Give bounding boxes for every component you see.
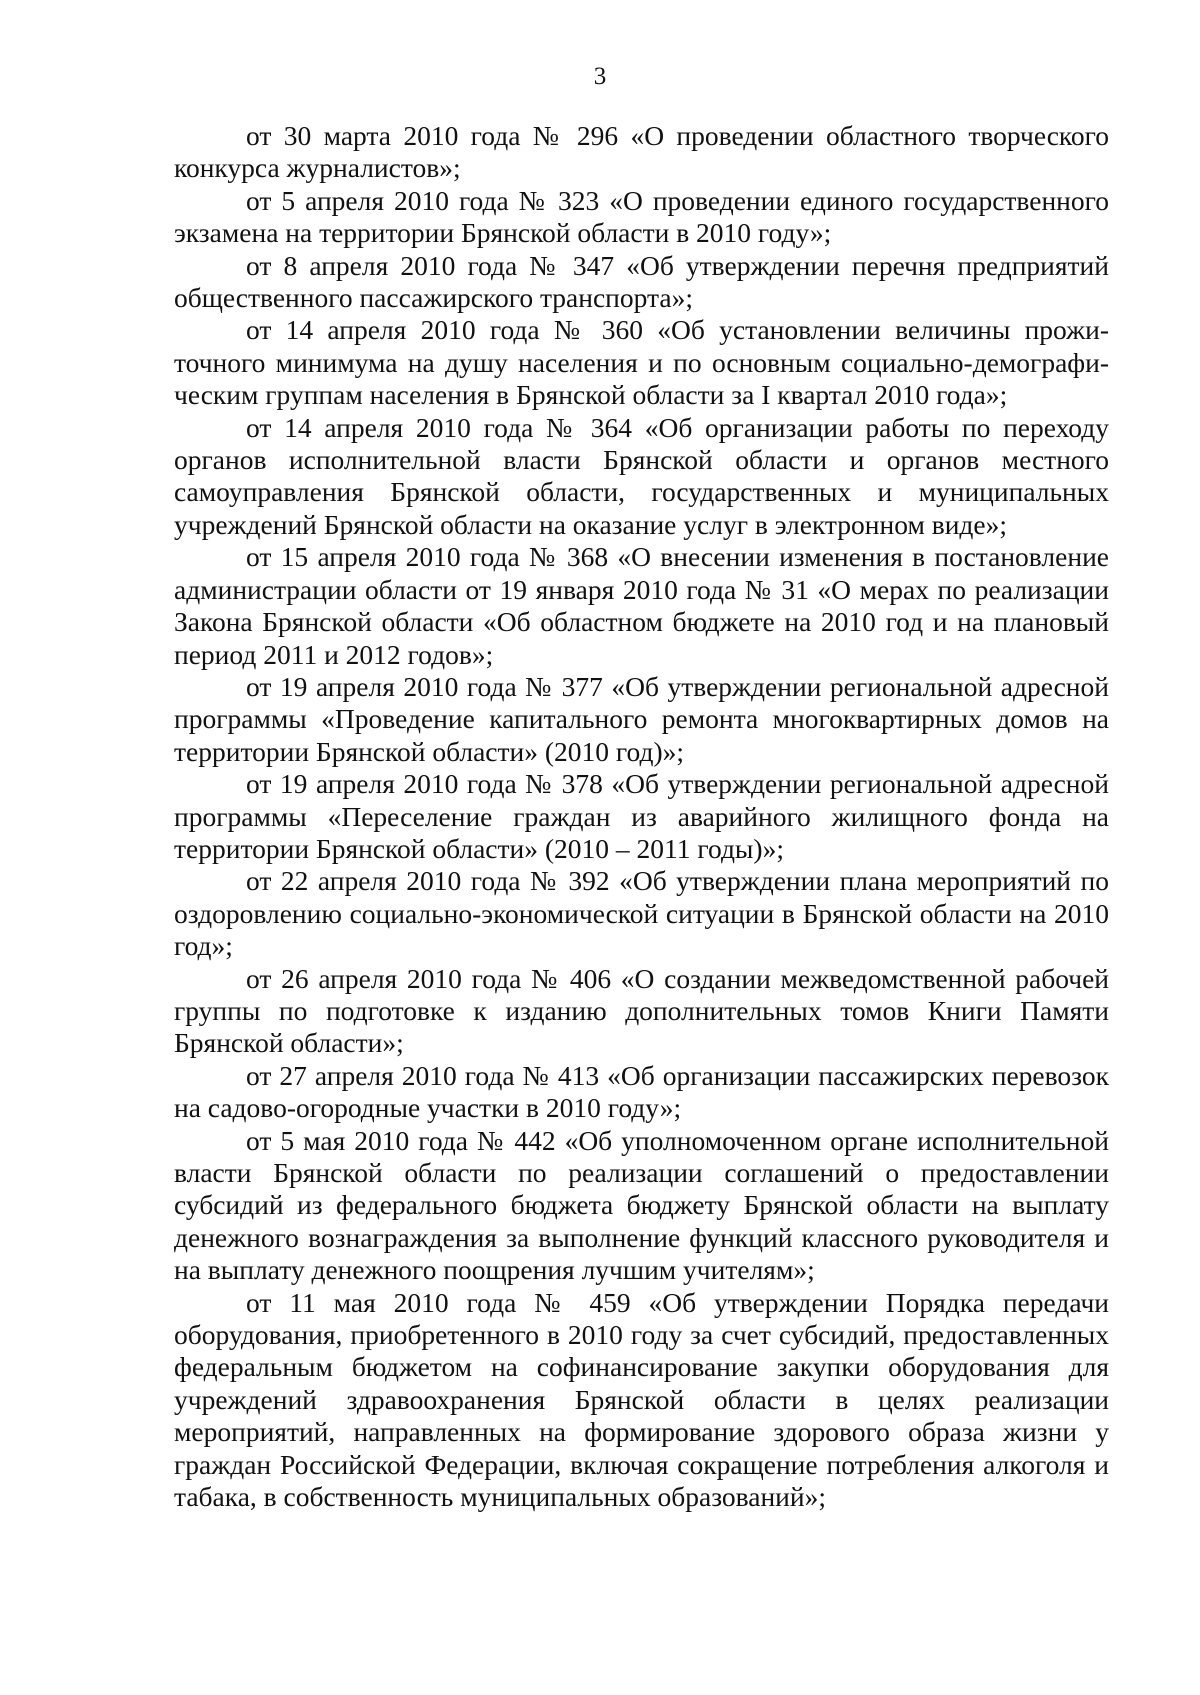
list-item: от 5 мая 2010 года № 442 «Об уполномоченном органе исполнительной власти Брянской области по реализации соглашений о предоставлении субсидий из федерального бюджета бюджету Брянской области на выплату денежного вознаграждения за выполнение функций классного руководителя и на выплату денежного поощрения лучшим учителям»; <box>174 1124 1109 1286</box>
list-item: от 15 апреля 2010 года № 368 «О внесении изменения в постановление администрации области от 19 января 2010 года № 31 «О мерах по реализации Закона Брянской области «Об областном бюджете на 2010 год и на плановый период 2011 и 2012 годов»; <box>174 541 1109 670</box>
list-item: от 14 апреля 2010 года № 364 «Об организации работы по переходу органов исполнительной власти Брянской области и органов местного самоуправления Брянской области, государственных и муниципальных учреждений Брянской области на оказание услуг в электронном виде»; <box>174 411 1109 540</box>
list-item: от 14 апреля 2010 года № 360 «Об установлении величины прожиточного минимума на душу населения и по основным социально-демографическим группам населения в Брянской области за I квартал 2010 года»; <box>174 314 1109 411</box>
list-item: от 26 апреля 2010 года № 406 «О создании межведомственной рабочей группы по подготовке к изданию дополнительных томов Книги Памяти Брянской области»; <box>174 962 1109 1059</box>
document-body <box>174 120 1109 1513</box>
list-item: от 19 апреля 2010 года № 377 «Об утверждении региональной адресной программы «Проведение капитального ремонта многоквартирных домов на территории Брянской области» (2010 год)»; <box>174 670 1109 767</box>
list-item: от 5 апреля 2010 года № 323 «О проведении единого государственного экзамена на территории Брянской области в 2010 году»; <box>174 184 1109 249</box>
list-item: от 22 апреля 2010 года № 392 «Об утверждении плана мероприятий по оздоровлению социально-экономической ситуации в Брянской области на 2010 год»; <box>174 865 1109 962</box>
list-item: от 8 апреля 2010 года № 347 «Об утверждении перечня предприятий общественного пассажирского транспорта»; <box>174 249 1109 314</box>
list-item: от 27 апреля 2010 года № 413 «Об организации пассажирских перевозок на садово-огородные участки в 2010 году»; <box>174 1059 1109 1124</box>
list-item: от 19 апреля 2010 года № 378 «Об утверждении региональной адресной программы «Переселение граждан из аварийного жилищного фонда на территории Брянской области» (2010 – 2011 годы)»; <box>174 768 1109 864</box>
list-item: от 11 мая 2010 года № 459 «Об утверждении Порядка передачи оборудования, приобретенного в 2010 году за счет субсидий, предоставленных федеральным бюджетом на софинансирование закупки оборудования для учреждений здравоохранения Брянской области в целях реализации мероприятий, направленных на формирование здорового образа жизни у граждан Российской Федерации, включая сокращение потребления алкоголя и табака, в собственность муниципальных образований»; <box>174 1286 1109 1513</box>
page-number: 3 <box>593 63 607 90</box>
list-item: от 30 марта 2010 года № 296 «О проведении областного творческого конкурса журналистов»; <box>174 120 1109 184</box>
